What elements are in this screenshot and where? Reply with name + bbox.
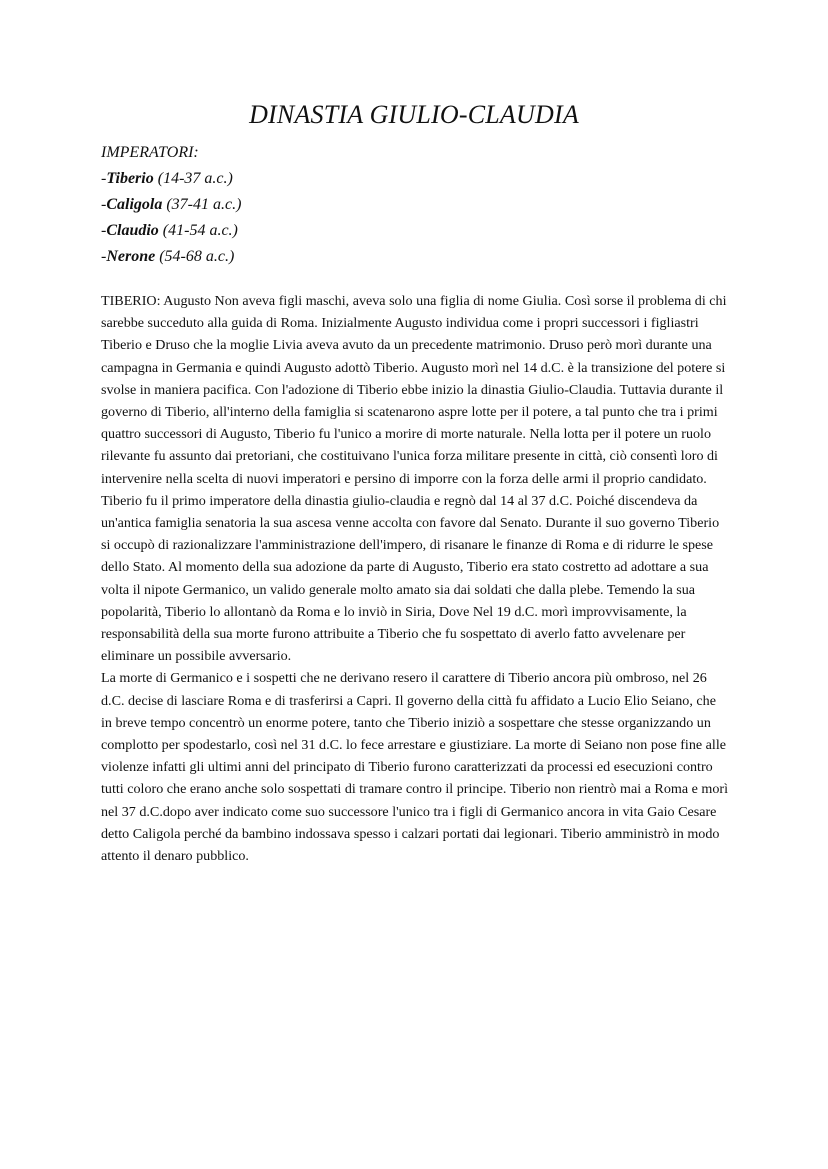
emperor-dates: (37-41 a.c.) [162,196,242,213]
emperor-prefix: - [101,248,107,265]
paragraph-tiberio: TIBERIO: Augusto Non aveva figli maschi, aveva solo una figlia di nome Giulia. Così sorse il problema di chi sarebbe succeduto alla guida di Roma. Inizialmente Augusto individua come i propri successori i figliastri Tiberio e Druso che la moglie Livia aveva avuto da un precedente matrimonio. Druso però morì durante una campagna in Germania e quindi Augusto adottò Tiberio. Augusto morì nel 14 d.C. è la transizione del potere si svolse in maniera pacifica. Con l'adozione di Tiberio ebbe inizio la dinastia Giulio-Claudia. Tuttavia durante il governo di Tiberio, all'interno della famiglia si scatenarono aspre lotte per il potere, a tal punto che tra i primi quattro successori di Augusto, Tiberio fu l'unico a morire di morte naturale. Nella lotta per il potere un ruolo rilevante fu assunto dai pretoriani, che costituivano l'unica forza militare presente in città, ciò consentì loro di intervenire nella scelta di nuovi imperatori e persino di imporre con la forza delle armi il proprio candidato. Tiberio fu il primo imperatore della dinastia giulio-claudia e regnò dal 14 al 37 d.C. Poiché discendeva da un'antica famiglia senatoria la sua ascesa venne accolta con favore dal Senato. Durante il suo governo Tiberio si occupò di razionalizzare l'amministrazione dell'impero, di risanare le finanze di Roma e di ridurre le spese dello Stato. Al momento della sua adozione da parte di Augusto, Tiberio era stato costretto ad adottare a sua volta il nipote Germanico, un valido generale molto amato sia dai soldati che dalla plebe. Temendo la sua popolarità, Tiberio lo allontanò da Roma e lo inviò in Siria, Dove Nel 19 d.C. morì improvvisamente, la responsabilità della sua morte furono attribuite a Tiberio che fu sospettato di averlo fatto avvelenare per eliminare un possibile avversario. [101,293,727,665]
paragraph-germanico: La morte di Germanico e i sospetti che ne derivano resero il carattere di Tiberio ancora più ombroso, nel 26 d.C. decise di lasciare Roma e di trasferirsi a Capri. Il governo della città fu affidato a Lucio Elio Seiano, che in breve tempo concentrò un enorme potere, tanto che Tiberio iniziò a sospettare che stesse organizzando un complotto per spodestarlo, così nel 31 d.C. lo fece arrestare e giustiziare. La morte di Seiano non pose fine alle violenze infatti gli ultimi anni del principato di Tiberio furono caratterizzati da processi ed esecuzioni contro tutti coloro che erano anche solo sospettati di tramare contro il principe. Tiberio non rientrò mai a Roma e morì nel 37 d.C.dopo aver indicato come suo successore l'unico tra i figli di Germanico ancora in vita Gaio Cesare detto Caligola perché da bambino indossava spesso i calzari portati dai legionari. Tiberio amministrò in modo attento il denaro pubblico. [101,670,729,865]
emperors-list [101,140,741,270]
document-body [101,290,729,867]
emperors-heading: IMPERATORI: [101,144,199,161]
emperor-prefix: - [101,222,107,239]
emperor-dates: (54-68 a.c.) [155,248,235,265]
emperor-prefix: - [101,196,107,213]
emperor-dates: (41-54 a.c.) [158,222,238,239]
emperor-prefix: - [101,170,107,187]
emperor-name: Nerone [106,248,156,265]
emperor-item-nerone [101,244,741,270]
emperor-item-caligola [101,192,741,218]
emperor-name: Tiberio [106,170,154,187]
document-title: DINASTIA GIULIO-CLAUDIA [249,100,579,129]
emperor-item-claudio [101,218,741,244]
emperor-dates: (14-37 a.c.) [153,170,233,187]
emperor-name: Claudio [106,222,159,239]
emperor-name: Caligola [106,196,163,213]
emperor-item-tiberio [101,166,741,192]
